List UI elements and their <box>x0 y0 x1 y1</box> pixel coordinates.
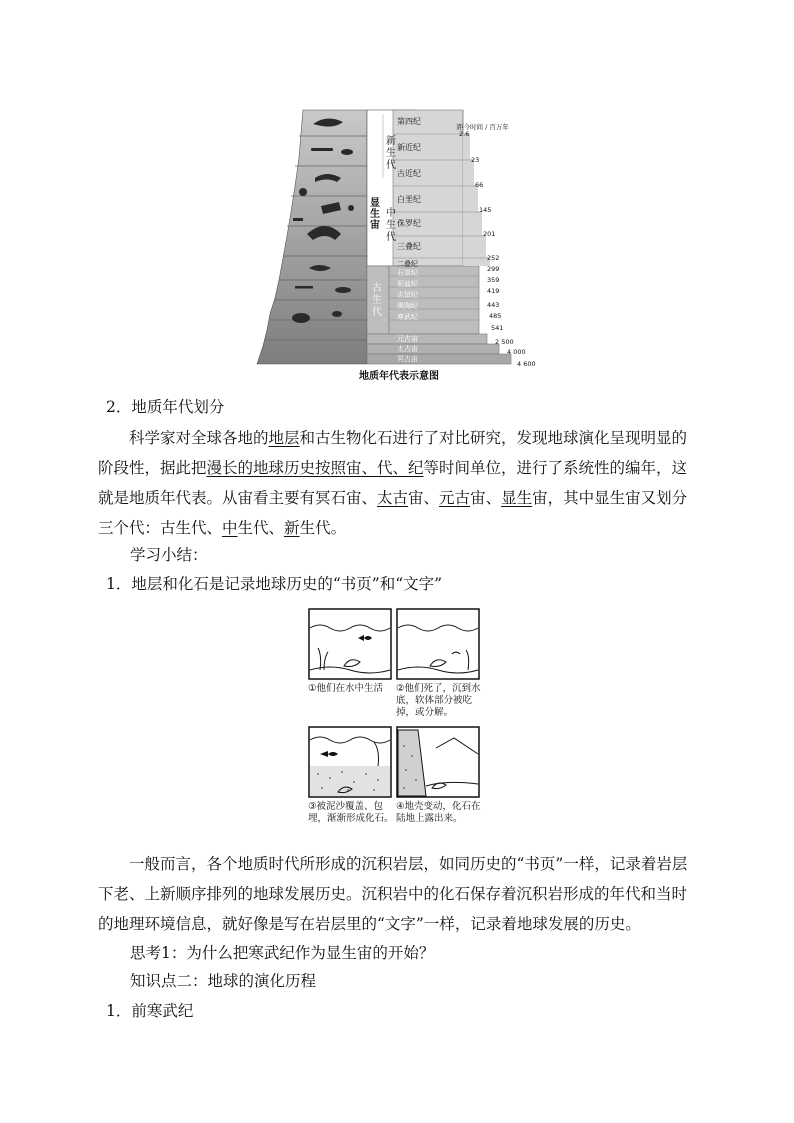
summary-heading: 学习小结： <box>130 546 208 564</box>
panel-4-image <box>396 726 480 798</box>
fossil-formation-figure <box>308 608 480 836</box>
paragraph-geologic-time: 科学家对全球各地的地层和古生物化石进行了对比研究，发现地球演化呈现明显的阶段性，据此把漫长的地球历史按照宙、代、纪等时间单位，进行了系统性的编年，这就是地质年代表。从宙看主要有冥石宙、太古宙、元古宙、显生宙，其中显生宙又划分三个代：古生代、中生代、新生代。 <box>98 429 688 537</box>
era-label-mesozoic: 中生代 <box>386 208 396 243</box>
age-tick: 201 <box>483 230 496 238</box>
period-label: 白垩纪 <box>397 195 421 204</box>
period-label: 第四纪 <box>397 117 421 126</box>
age-tick: 4 000 <box>507 348 526 356</box>
panel-2-caption: ②他们死了，沉到水底，软体部分被吃掉，或分解。 <box>396 683 481 718</box>
period-label: 寒武纪 <box>397 313 418 321</box>
period-label: 泥盆纪 <box>397 280 418 288</box>
figure-caption: 地质年代表示意图 <box>359 371 439 382</box>
panel-1-caption: ①他们在水中生活 <box>308 683 384 694</box>
period-label: 三叠纪 <box>397 242 421 251</box>
age-tick: 443 <box>487 301 500 309</box>
paragraph-strata-fossils: 一般而言，各个地质时代所形成的沉积岩层，如同历史的“书页”一样，记录着岩层下老、上新顺序排列的地球发展历史。沉积岩中的化石保存着沉积岩形成的年代和当时的地理环境信息，就好像是写在岩层里的“文字”一样，记录着地球发展的历史。 <box>98 855 688 933</box>
age-tick: 4 600 <box>517 360 536 368</box>
period-label: 石炭纪 <box>397 269 418 277</box>
section-heading: 2．地质年代划分 <box>106 398 225 416</box>
panel-4-caption: ④地壳变动，化石在陆地上露出来。 <box>396 801 481 824</box>
period-label: 侏罗纪 <box>397 219 421 228</box>
era-label-paleozoic: 古生代 <box>372 283 382 318</box>
geologic-timescale-figure <box>255 108 555 380</box>
eon-label-phanerozoic: 显生宙 <box>370 198 380 231</box>
age-tick: 145 <box>479 206 492 214</box>
eon-label-archean: 太古宙 <box>397 345 418 353</box>
eon-label-hadean: 冥古宙 <box>397 355 418 363</box>
panel-3-caption: ③被泥沙覆盖、包埋，渐渐形成化石。 <box>308 801 394 824</box>
age-tick: 252 <box>487 254 500 262</box>
age-tick: 2 500 <box>495 338 514 346</box>
age-tick: 541 <box>491 324 504 332</box>
knowledge-point-2: 知识点二：地球的演化历程 <box>130 972 317 990</box>
age-tick: 359 <box>487 276 500 284</box>
think-question-1: 思考1：为什么把寒武纪作为显生宙的开始？ <box>130 944 435 962</box>
time-axis-header: 距今时间 / 百万年 <box>457 123 509 131</box>
summary-item-1: 1．地层和化石是记录地球历史的“书页”和“文字” <box>106 575 443 593</box>
age-tick: 419 <box>487 287 500 295</box>
age-tick: 2.6 <box>459 130 470 138</box>
eon-label-proterozoic: 元古宙 <box>397 335 418 343</box>
age-tick: 23 <box>471 156 480 164</box>
item-precambrian: 1．前寒武纪 <box>106 1002 194 1020</box>
panel-2-image <box>396 608 480 680</box>
period-label: 古近纪 <box>397 169 421 178</box>
period-label: 新近纪 <box>397 143 421 152</box>
period-label: 志留纪 <box>397 291 418 299</box>
period-label: 二叠纪 <box>397 260 418 268</box>
panel-1-image <box>308 608 392 680</box>
panel-3-image <box>308 726 392 798</box>
era-label-cenozoic: 新生代 <box>386 136 396 171</box>
age-tick: 299 <box>487 265 500 273</box>
age-tick: 66 <box>475 181 484 189</box>
age-tick: 485 <box>489 312 502 320</box>
period-label: 奥陶纪 <box>397 302 418 310</box>
